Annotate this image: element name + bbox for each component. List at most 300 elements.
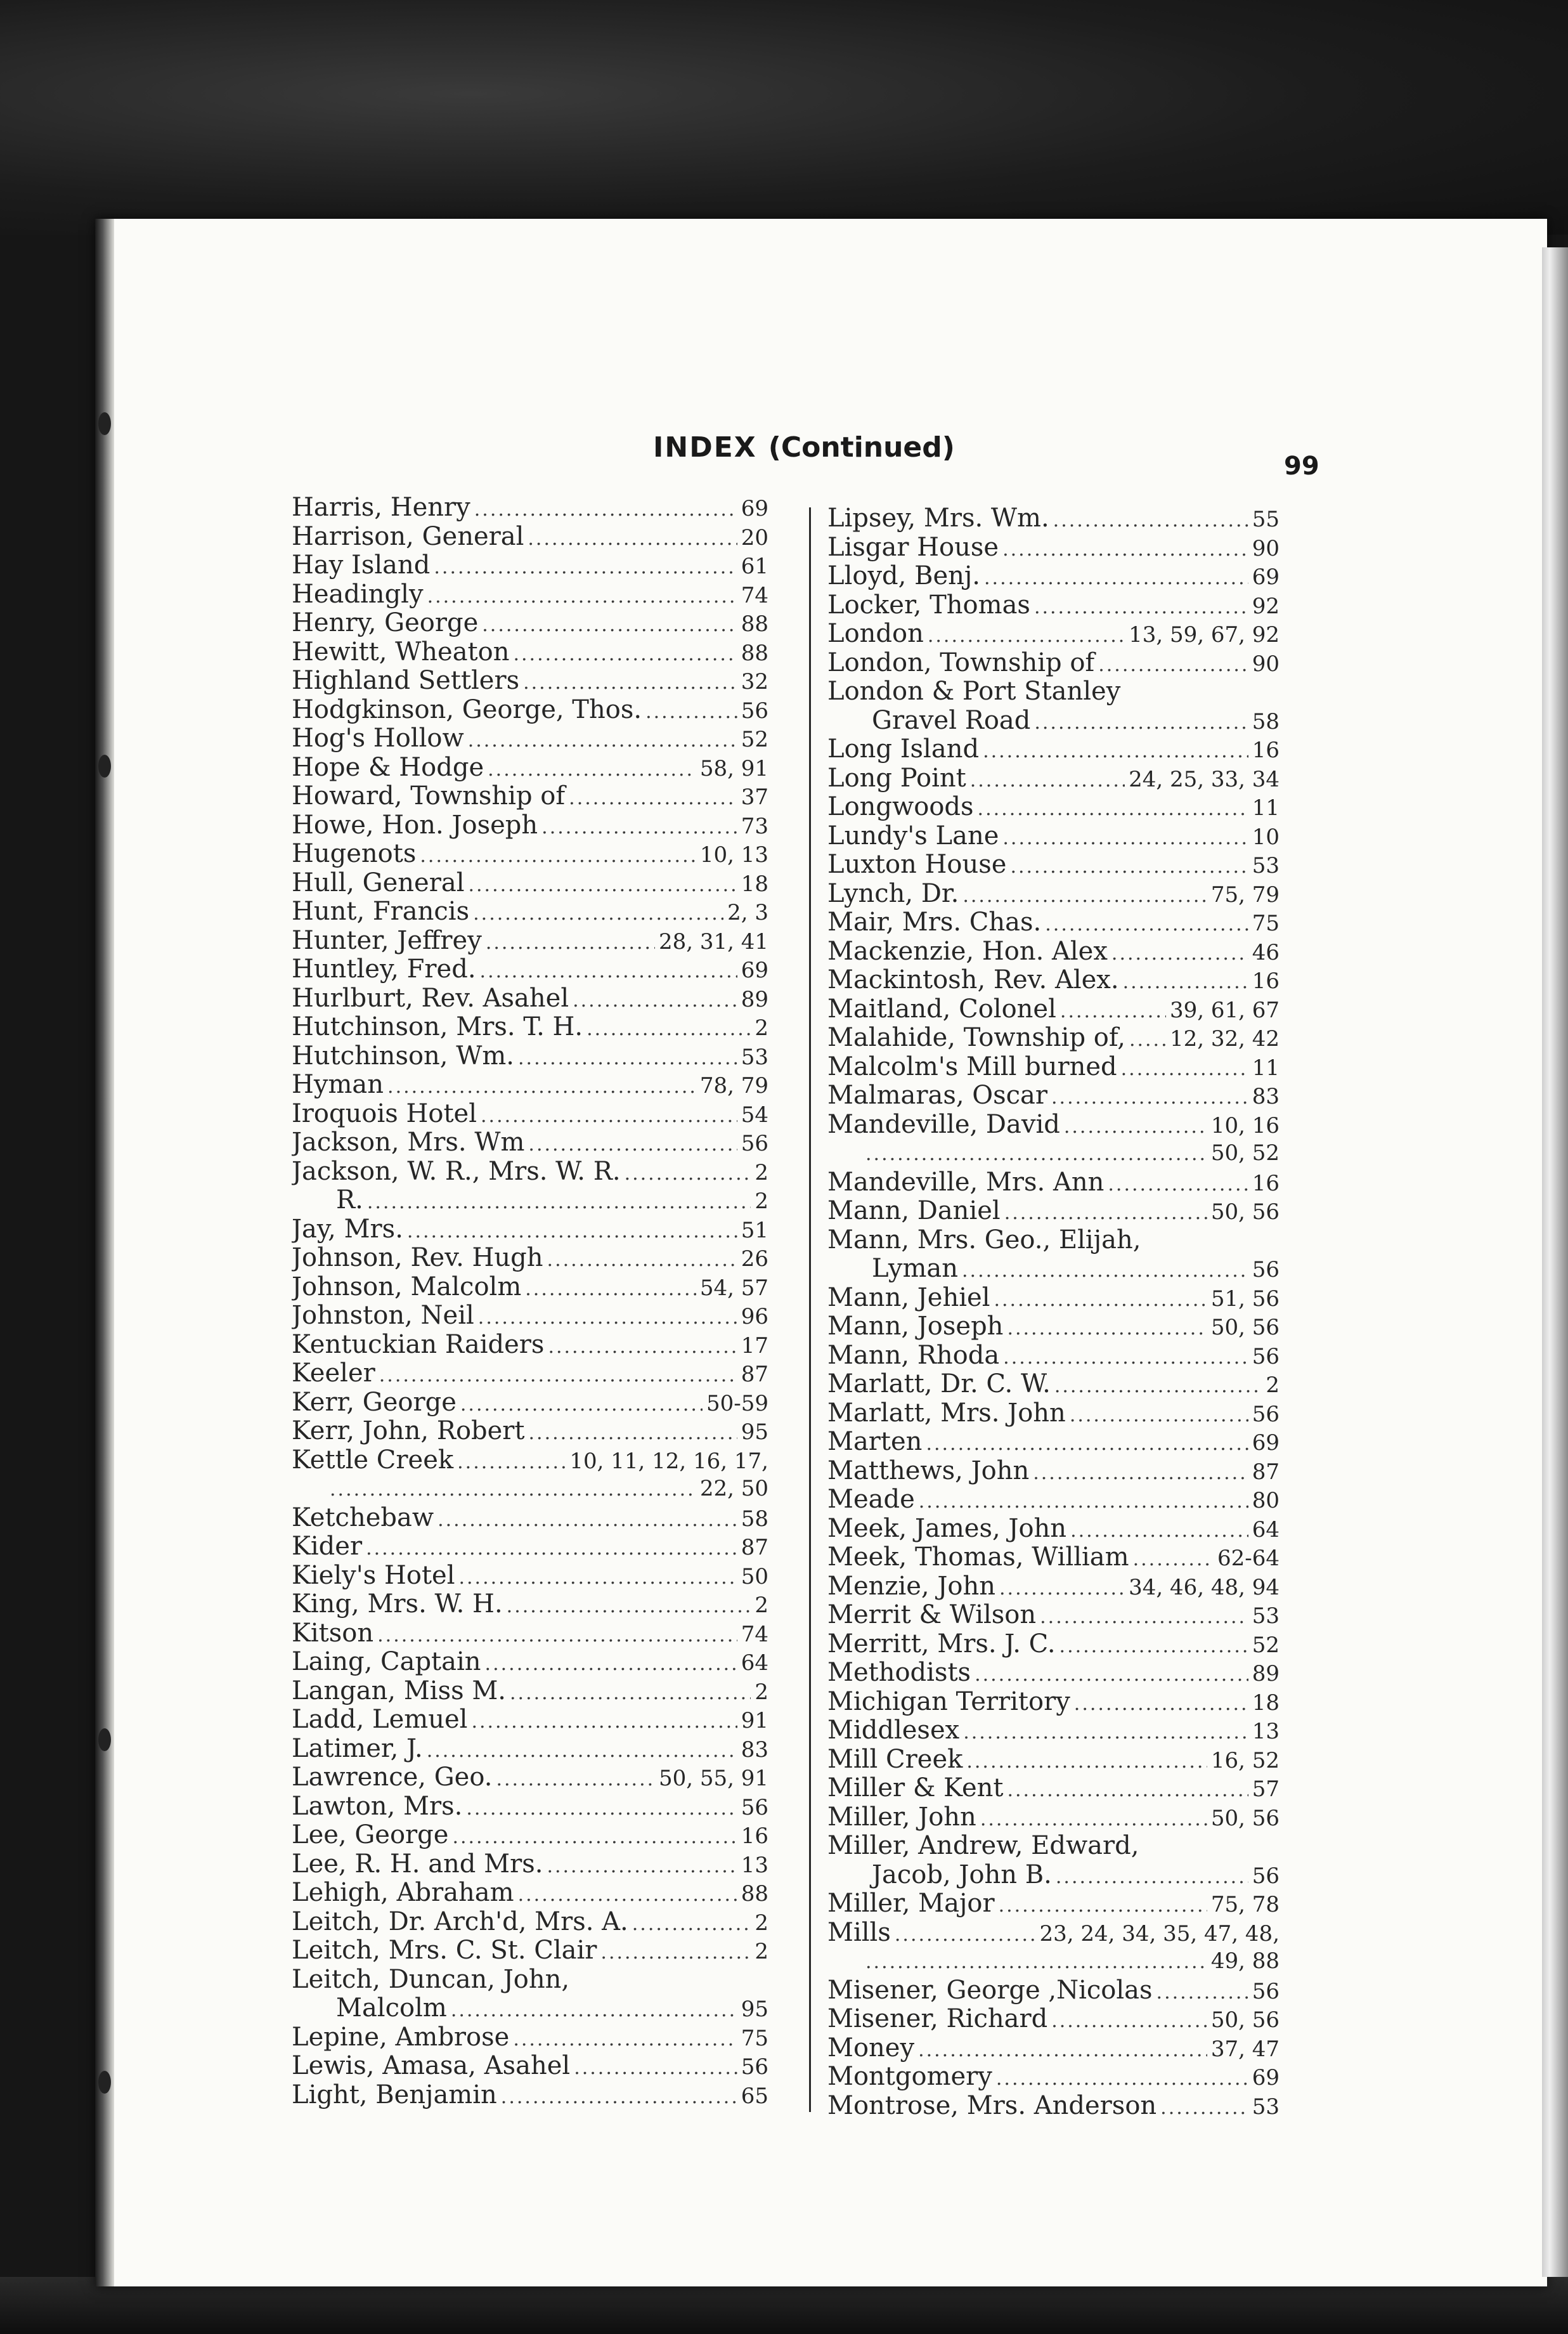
entry-name: Johnson, Rev. Hugh — [292, 1244, 543, 1272]
dot-leader — [486, 929, 655, 956]
entry-name: Mackenzie, Hon. Alex — [827, 937, 1108, 966]
entry-name: Lawrence, Geo. — [292, 1763, 493, 1792]
index-entry — [827, 2092, 1280, 2121]
index-entry — [292, 753, 768, 783]
index-entry — [827, 735, 1280, 764]
index-entry — [292, 782, 768, 811]
entry-pages: 28, 31, 41 — [658, 929, 768, 955]
dot-leader — [460, 1390, 703, 1418]
entry-name: Middlesex — [827, 1716, 960, 1745]
entry-name: Hog's Hollow — [292, 724, 464, 753]
entry-name: Hunter, Jeffrey — [292, 926, 482, 955]
entry-pages: 51 — [741, 1217, 768, 1243]
dot-leader — [996, 2064, 1248, 2092]
index-entry — [827, 1485, 1280, 1515]
entry-pages: 18 — [1252, 1690, 1280, 1716]
entry-pages: 52 — [741, 727, 768, 752]
index-entry — [827, 562, 1280, 591]
entry-pages: 88 — [741, 611, 768, 637]
index-title: INDEX — [653, 431, 757, 464]
entry-pages: 64 — [741, 1650, 768, 1676]
dot-leader — [645, 698, 737, 725]
entry-name: Huntley, Fred. — [292, 955, 476, 984]
index-entry — [292, 1561, 768, 1591]
entry-name: Leitch, Dr. Arch'd, Mrs. A. — [292, 1907, 628, 1936]
entry-pages: 53 — [1252, 2094, 1280, 2120]
entry-name: Hutchinson, Wm. — [292, 1041, 514, 1071]
entry-pages: 16 — [1252, 738, 1280, 763]
entry-pages: 32 — [741, 669, 768, 694]
index-entry — [292, 1446, 768, 1475]
entry-pages: 53 — [1252, 1603, 1280, 1629]
dot-leader — [407, 1217, 737, 1244]
entry-name: Lisgar House — [827, 533, 999, 562]
index-subtitle: (Continued) — [768, 431, 955, 464]
entry-pages: 87 — [1252, 1459, 1280, 1485]
entry-name: Marlatt, Mrs. John — [827, 1398, 1066, 1428]
dot-leader — [1051, 2007, 1207, 2034]
dot-leader — [330, 1475, 696, 1504]
entry-pages: 75, 78 — [1210, 1892, 1280, 1917]
dot-leader — [1111, 939, 1248, 967]
entry-name: Hugenots — [292, 840, 417, 868]
entry-pages: 10 — [1252, 824, 1280, 850]
entry-pages: 16 — [1252, 1170, 1280, 1196]
entry-pages: 50, 56 — [1210, 1805, 1280, 1831]
dot-leader — [485, 1650, 737, 1677]
index-entry — [292, 811, 768, 840]
dot-leader — [1007, 1776, 1248, 1803]
entry-name: Marten — [827, 1428, 923, 1456]
binding-stitch — [98, 412, 111, 435]
index-entry — [827, 1515, 1280, 1544]
dot-leader — [482, 611, 737, 638]
entry-pages: 56 — [1252, 1257, 1280, 1282]
dot-leader — [1033, 1459, 1248, 1486]
index-entry — [827, 1457, 1280, 1486]
entry-name: Laing, Captain — [292, 1648, 481, 1676]
entry-name: Mann, Rhoda — [827, 1341, 1000, 1370]
dot-leader — [962, 882, 1207, 909]
dot-leader — [481, 1102, 737, 1129]
entry-name: Hope & Hodge — [292, 753, 484, 782]
entry-pages: 87 — [741, 1535, 768, 1560]
entry-name: Longwoods — [827, 793, 974, 821]
dot-leader — [367, 1188, 751, 1215]
dot-leader — [366, 1534, 737, 1561]
index-entry — [292, 1475, 768, 1504]
entry-name: Lee, R. H. and Mrs. — [292, 1849, 543, 1879]
entry-pages: 53 — [1252, 853, 1280, 878]
entry-pages: 65 — [741, 2083, 768, 2109]
index-entry — [292, 724, 768, 753]
dot-leader — [928, 622, 1125, 649]
dot-leader — [458, 1563, 737, 1591]
dot-leader — [966, 1747, 1207, 1775]
entry-pages: 69 — [1252, 1430, 1280, 1456]
entry-pages: 57 — [1252, 1777, 1280, 1802]
entry-name: Meek, Thomas, William — [827, 1543, 1129, 1572]
entry-name: Hunt, Francis — [292, 897, 470, 926]
index-entry — [292, 1301, 768, 1331]
entry-name: King, Mrs. W. H. — [292, 1590, 503, 1619]
dot-leader — [865, 1948, 1207, 1976]
entry-name: Hyman — [292, 1071, 384, 1099]
index-entry — [827, 1197, 1280, 1226]
dot-leader — [999, 1574, 1125, 1601]
entry-name: Maitland, Colonel — [827, 994, 1056, 1024]
index-entry — [827, 1919, 1280, 1948]
entry-name: Harrison, General — [292, 522, 524, 551]
index-entry — [827, 1716, 1280, 1745]
dot-leader — [1059, 1632, 1248, 1659]
dot-leader — [1002, 535, 1248, 563]
entry-name: Kider — [292, 1532, 363, 1561]
entry-name: Lewis, Amasa, Asahel — [292, 2052, 571, 2080]
entry-pages: 16 — [741, 1823, 768, 1849]
entry-name: Hay Island — [292, 551, 431, 580]
entry-name: Long Point — [827, 764, 966, 793]
entry-name: Lepine, Ambrose — [292, 2023, 510, 2052]
index-entry — [292, 523, 768, 552]
index-entry — [292, 984, 768, 1014]
entry-pages: 2 — [755, 1015, 768, 1041]
entry-name: Kiely's Hotel — [292, 1561, 455, 1590]
entry-pages: 13 — [1252, 1719, 1280, 1744]
entry-name: Lundy's Lane — [827, 821, 999, 851]
entry-pages: 37 — [741, 785, 768, 810]
index-entry — [827, 1947, 1280, 1976]
dot-leader — [1034, 708, 1248, 736]
entry-name: Gravel Road — [872, 706, 1031, 735]
index-entry — [827, 1543, 1280, 1572]
entry-pages: 88 — [741, 1881, 768, 1907]
entry-name: Mill Creek — [827, 1745, 963, 1774]
dot-leader — [1129, 1026, 1166, 1053]
index-entry — [827, 620, 1280, 649]
index-entry — [292, 1273, 768, 1302]
entry-name: Meade — [827, 1485, 915, 1514]
entry-name: Malcolm — [336, 1994, 447, 2023]
index-entry — [827, 1399, 1280, 1428]
entry-pages: 13 — [741, 1852, 768, 1878]
dot-leader — [1108, 1170, 1248, 1197]
entry-pages: 75 — [741, 2025, 768, 2051]
index-entry — [292, 869, 768, 898]
page-number: 99 — [1284, 452, 1319, 481]
entry-name: Lynch, Dr. — [827, 879, 959, 908]
index-entry — [292, 1215, 768, 1244]
entry-pages: 87 — [741, 1362, 768, 1387]
index-entry — [827, 533, 1280, 563]
index-entry — [292, 1504, 768, 1533]
index-entry — [827, 2063, 1280, 2092]
index-entry — [292, 840, 768, 869]
entry-name: Lawton, Mrs. — [292, 1792, 463, 1821]
entry-pages: 73 — [741, 813, 768, 839]
entry-name: Lehigh, Abraham — [292, 1879, 514, 1907]
entry-name: R. — [336, 1186, 363, 1215]
entry-pages: 50, 55, 91 — [658, 1766, 768, 1791]
entry-name: Light, Benjamin — [292, 2080, 497, 2109]
entry-pages: 95 — [741, 1419, 768, 1445]
entry-pages: 2 — [755, 1593, 768, 1618]
index-entry — [292, 1966, 768, 1995]
entry-pages: 56 — [1252, 1401, 1280, 1427]
entry-pages: 56 — [741, 1131, 768, 1156]
index-entry — [292, 897, 768, 927]
index-entry — [292, 667, 768, 696]
index-entry — [292, 1908, 768, 1937]
dot-leader — [547, 1246, 737, 1273]
book-spine — [95, 219, 114, 2286]
entry-name: Jackson, W. R., Mrs. W. R. — [292, 1157, 621, 1186]
entry-pages: 56 — [741, 1794, 768, 1820]
dot-leader — [1007, 1314, 1207, 1341]
entry-pages: 89 — [1252, 1661, 1280, 1686]
entry-pages: 17 — [741, 1333, 768, 1359]
dot-leader — [434, 553, 737, 580]
index-entry — [827, 1255, 1280, 1284]
dot-leader — [547, 1852, 737, 1879]
index-entry — [292, 1705, 768, 1735]
dot-leader — [1002, 824, 1248, 851]
dot-leader — [999, 1891, 1207, 1919]
dot-leader — [513, 2025, 737, 2052]
dot-leader — [962, 1256, 1248, 1284]
entry-name: Kettle Creek — [292, 1445, 454, 1475]
entry-name: Mann, Jehiel — [827, 1283, 990, 1312]
entry-pages: 50, 56 — [1210, 1199, 1280, 1225]
entry-name: Hull, General — [292, 868, 465, 897]
entry-pages: 96 — [741, 1304, 768, 1329]
entry-name: Mandeville, David — [827, 1110, 1060, 1139]
entry-name: Kentuckian Raiders — [292, 1330, 545, 1359]
dot-leader — [895, 1920, 1036, 1948]
entry-pages: 2 — [755, 1159, 768, 1185]
entry-pages: 50, 56 — [1210, 1315, 1280, 1340]
dot-leader — [427, 1737, 737, 1764]
entry-pages: 10, 16 — [1210, 1112, 1280, 1138]
entry-name: Headingly — [292, 580, 424, 609]
dot-leader — [457, 1448, 566, 1475]
dot-leader — [480, 957, 737, 984]
dot-leader — [1157, 1978, 1248, 2005]
index-entry — [292, 1071, 768, 1100]
dot-leader — [468, 871, 737, 898]
index-entry — [292, 955, 768, 984]
dot-leader — [1070, 1401, 1248, 1428]
entry-name: Johnson, Malcolm — [292, 1272, 522, 1301]
entry-pages: 78, 79 — [699, 1073, 768, 1099]
entry-name: Mackintosh, Rev. Alex. — [827, 966, 1119, 994]
index-entry — [292, 1417, 768, 1446]
entry-name: Jay, Mrs. — [292, 1215, 403, 1244]
entry-pages: 50-59 — [706, 1390, 768, 1416]
index-entry — [827, 1168, 1280, 1197]
entry-name: Leitch, Mrs. C. St. Clair — [292, 1936, 597, 1965]
dot-leader — [1054, 1372, 1262, 1399]
entry-name: Matthews, John — [827, 1456, 1030, 1485]
dot-leader — [1045, 910, 1248, 937]
index-entry — [827, 1630, 1280, 1659]
dot-leader — [1160, 2094, 1248, 2121]
entry-name: Hutchinson, Mrs. T. H. — [292, 1013, 583, 1041]
entry-pages: 58 — [741, 1506, 768, 1532]
entry-name: Howard, Township of — [292, 782, 566, 811]
binding-stitch — [98, 755, 111, 778]
dot-leader — [525, 1275, 696, 1302]
entry-name: Lloyd, Benj. — [827, 562, 981, 590]
dot-leader — [1133, 1545, 1214, 1572]
entry-name: Iroquois Hotel — [292, 1099, 477, 1128]
entry-pages: 54, 57 — [699, 1275, 768, 1301]
dot-leader — [501, 2083, 737, 2110]
index-entry — [827, 1284, 1280, 1313]
index-entry — [827, 1572, 1280, 1601]
entry-pages: 50, 52 — [1210, 1140, 1280, 1166]
index-entry — [292, 696, 768, 725]
entry-name: Ladd, Lemuel — [292, 1705, 468, 1734]
index-entry — [827, 851, 1280, 880]
dot-leader — [984, 564, 1248, 591]
entry-name: Mann, Daniel — [827, 1197, 1001, 1225]
dot-leader — [488, 755, 696, 783]
scan-background-top — [0, 0, 1568, 235]
dot-leader — [975, 1660, 1248, 1688]
entry-pages: 55 — [1252, 507, 1280, 532]
entry-name: Malmaras, Oscar — [827, 1081, 1047, 1110]
index-entry — [292, 1792, 768, 1822]
dot-leader — [926, 1430, 1248, 1457]
index-entry — [292, 2023, 768, 2052]
dot-leader — [994, 1286, 1207, 1313]
dot-leader — [1098, 651, 1248, 678]
dot-leader — [518, 1044, 737, 1071]
entry-pages: 39, 61, 67 — [1169, 997, 1280, 1023]
entry-pages: 92 — [1252, 593, 1280, 619]
page-edge — [1542, 247, 1568, 2277]
entry-pages: 2, 3 — [727, 900, 768, 925]
dot-leader — [1074, 1690, 1248, 1717]
column-divider — [809, 507, 811, 2112]
entry-name: Leitch, Duncan, John, — [292, 1965, 570, 1994]
dot-leader — [586, 1015, 751, 1042]
dot-leader — [379, 1361, 737, 1388]
entry-name: Miller & Kent — [827, 1774, 1004, 1803]
entry-name: Luxton House — [827, 851, 1007, 879]
index-entry — [292, 1590, 768, 1619]
index-entry — [292, 1994, 768, 2023]
dot-leader — [451, 1996, 737, 2023]
dot-leader — [471, 1707, 737, 1735]
entry-name: Kerr, John, Robert — [292, 1417, 525, 1445]
index-entry — [292, 2052, 768, 2081]
entry-name: Michigan Territory — [827, 1687, 1070, 1716]
entry-pages: 64 — [1252, 1516, 1280, 1542]
entry-pages: 88 — [741, 640, 768, 666]
index-entry — [827, 1139, 1280, 1168]
index-entry — [827, 1312, 1280, 1341]
dot-leader — [468, 726, 737, 753]
entry-name: Latimer, J. — [292, 1734, 423, 1763]
entry-name: Malahide, Township of, — [827, 1024, 1125, 1052]
index-entry — [827, 822, 1280, 851]
entry-pages: 13, 59, 67, 92 — [1129, 622, 1280, 648]
dot-leader — [474, 495, 737, 523]
dot-leader — [518, 1881, 737, 1908]
dot-leader — [529, 1419, 737, 1446]
index-entry — [827, 1688, 1280, 1717]
entry-pages: 56 — [741, 698, 768, 724]
entry-name: Montgomery — [827, 2063, 992, 2091]
entry-name: Highland Settlers — [292, 667, 520, 695]
index-entry — [827, 1976, 1280, 2005]
entry-pages: 90 — [1252, 535, 1280, 561]
entry-pages: 18 — [741, 871, 768, 897]
dot-leader — [569, 784, 737, 811]
entry-pages: 89 — [741, 986, 768, 1012]
dot-leader — [978, 795, 1248, 822]
dot-leader — [478, 1303, 737, 1331]
entry-pages: 34, 46, 48, 94 — [1129, 1574, 1280, 1600]
entry-pages: 75 — [1252, 911, 1280, 936]
entry-name: Kitson — [292, 1619, 374, 1648]
index-entry — [827, 1226, 1280, 1255]
entry-name: London — [827, 620, 924, 648]
entry-pages: 54 — [741, 1102, 768, 1128]
index-entry — [292, 1331, 768, 1360]
entry-pages: 10, 13 — [699, 842, 768, 868]
dot-leader — [387, 1072, 696, 1100]
dot-leader — [1053, 506, 1248, 533]
index-entry — [292, 1388, 768, 1418]
dot-leader — [1060, 997, 1166, 1024]
index-entry — [292, 580, 768, 610]
index-entry — [292, 1100, 768, 1129]
entry-pages: 37, 47 — [1210, 2036, 1280, 2062]
entry-name: Menzie, John — [827, 1572, 995, 1601]
index-entry — [827, 937, 1280, 967]
entry-pages: 69 — [1252, 564, 1280, 590]
entry-name: Misener, Richard — [827, 2005, 1048, 2033]
index-entry — [827, 1111, 1280, 1140]
dot-leader — [452, 1823, 737, 1850]
entry-pages: 10, 11, 12, 16, 17, — [569, 1448, 768, 1474]
dot-leader — [1034, 593, 1248, 620]
index-entry — [292, 551, 768, 580]
dot-leader — [1121, 1055, 1248, 1082]
index-entry — [292, 927, 768, 956]
dot-leader — [918, 2036, 1207, 2063]
entry-name: Howe, Hon. Joseph — [292, 811, 538, 840]
dot-leader — [865, 1140, 1207, 1168]
entry-name: Merrit & Wilson — [827, 1601, 1037, 1629]
entry-name: Locker, Thomas — [827, 590, 1030, 620]
entry-pages: 83 — [741, 1737, 768, 1763]
entry-pages: 2 — [755, 1679, 768, 1705]
entry-pages: 90 — [1252, 651, 1280, 677]
dot-leader — [1051, 1083, 1248, 1111]
dot-leader — [980, 1805, 1207, 1832]
entry-pages: 23, 24, 34, 35, 47, 48, — [1039, 1920, 1280, 1946]
dot-leader — [473, 899, 723, 927]
dot-leader — [573, 986, 737, 1014]
index-entry — [292, 1359, 768, 1388]
entry-name: Miller, John — [827, 1803, 976, 1832]
entry-pages: 58 — [1252, 708, 1280, 734]
dot-leader — [427, 582, 737, 610]
